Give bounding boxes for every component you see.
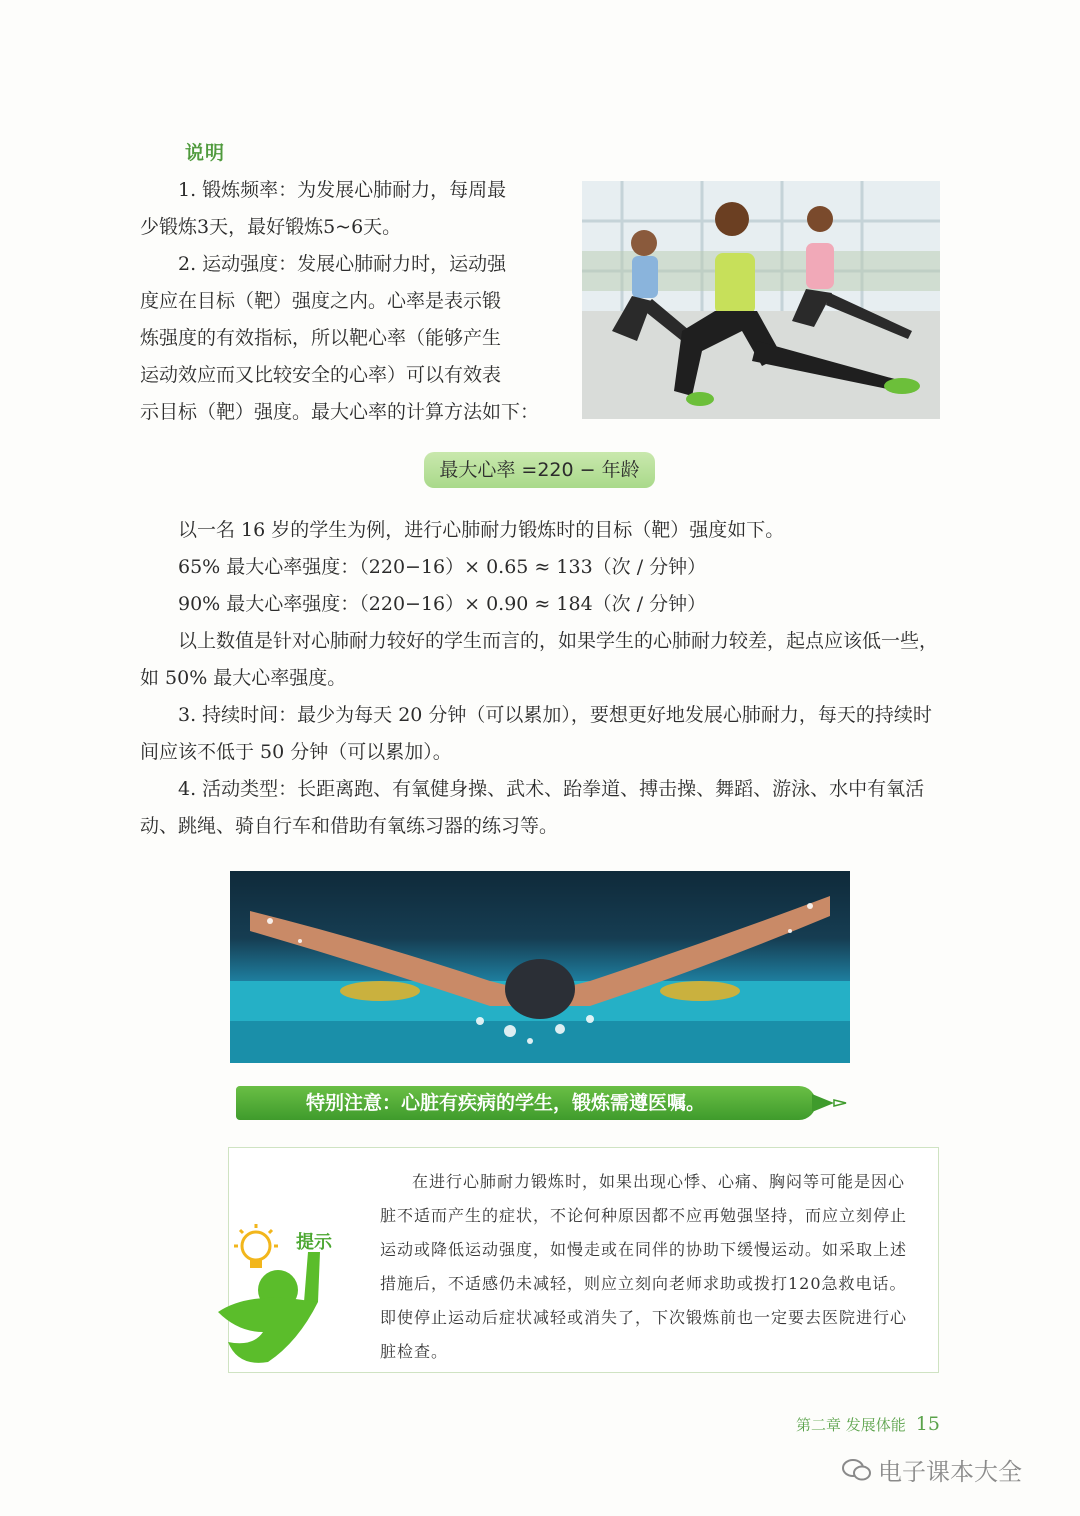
tip-label: 提示: [296, 1232, 332, 1253]
page-number: 15: [915, 1413, 940, 1435]
chapter-label: 第二章 发展体能: [796, 1416, 906, 1434]
activity-types-paragraph: 4. 活动类型：长距离跑、有氧健身操、武术、跆拳道、搏击操、舞蹈、游泳、水中有氧活动、跳绳、骑自行车和借助有氧练习器的练习等。: [140, 778, 925, 837]
special-notice-banner: 特别注意：心脏有疾病的学生，锻炼需遵医嘱。: [236, 1086, 816, 1120]
pen-tip-icon: [812, 1092, 848, 1114]
intro-text: [140, 172, 560, 431]
intro-line: 少锻炼3天，最好锻炼5~6天。: [140, 216, 402, 238]
intro-line: 度应在目标（靶）强度之内。心率是表示锻: [140, 290, 502, 312]
calc-65-line: 65% 最大心率强度：（220−16）× 0.65 ≈ 133（次 / 分钟）: [178, 556, 707, 578]
intro-line: 示目标（靶）强度。最大心率的计算方法如下：: [140, 401, 540, 423]
body-text: [140, 512, 942, 845]
intro-line: 2. 运动强度：发展心肺耐力时，运动强: [178, 253, 507, 275]
duration-paragraph: 3. 持续时间：最少为每天 20 分钟（可以累加），要想更好地发展心肺耐力，每天的持续时间应该不低于 50 分钟（可以累加）。: [140, 704, 932, 763]
intro-line: 运动效应而又比较安全的心率）可以有效表: [140, 364, 502, 386]
max-heart-rate-formula: 最大心率 =220 − 年龄: [424, 452, 655, 488]
butterfly-swimmer-photo: [230, 871, 850, 1063]
intro-line: 1. 锻炼频率：为发展心肺耐力，每周最: [178, 179, 507, 201]
example-line: 以一名 16 岁的学生为例，进行心肺耐力锻炼时的目标（靶）强度如下。: [178, 519, 785, 541]
calc-90-line: 90% 最大心率强度：（220−16）× 0.90 ≈ 184（次 / 分钟）: [178, 593, 707, 615]
wechat-icon: [842, 1458, 872, 1482]
watermark: [842, 1452, 1022, 1487]
intro-line: 炼强度的有效指标，所以靶心率（能够产生: [140, 327, 502, 349]
fitness-class-photo: [582, 181, 940, 419]
page-footer: [796, 1413, 940, 1435]
section-heading: 说明: [185, 142, 226, 164]
note-paragraph: 以上数值是针对心肺耐力较好的学生而言的，如果学生的心肺耐力较差，起点应该低一些，如 50% 最大心率强度。: [140, 630, 939, 689]
watermark-text: 电子课本大全: [878, 1458, 1022, 1486]
tip-text: [380, 1165, 920, 1369]
tip-paragraph: 在进行心肺耐力锻炼时，如果出现心悸、心痛、胸闷等可能是因心脏不适而产生的症状，不论何种原因都不应再勉强坚持，而应立刻停止运动或降低运动强度，如慢走或在同伴的协助下缓慢运动。如采取上述措施后，不适感仍未减轻，则应立刻向老师求助或拨打120急救电话。即使停止运动后症状减轻或消失了，下次锻炼前也一定要去医院进行心脏检查。: [380, 1172, 908, 1361]
